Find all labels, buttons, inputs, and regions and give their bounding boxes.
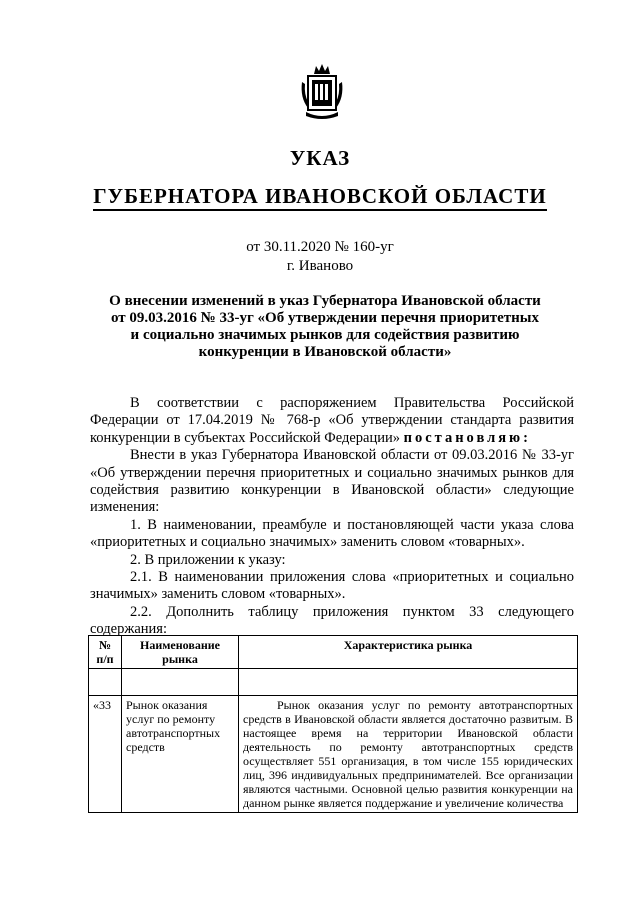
subject-line: конкуренции в Ивановской области» bbox=[198, 344, 452, 360]
empty-cell bbox=[239, 669, 578, 696]
header-cell-number: № п/п bbox=[89, 636, 122, 669]
document-body bbox=[90, 395, 574, 639]
table-row bbox=[89, 696, 578, 813]
document-subtitle bbox=[0, 184, 640, 209]
row-market-description bbox=[239, 696, 578, 813]
subject-line: и социально значимых рынков для содействия развитию bbox=[130, 327, 520, 343]
paragraph: Внести в указ Губернатора Ивановской области от 09.03.2016 № 33-уг «Об утверждении перечня приоритетных и социально значимых рынков для содействия развитию конкуренции в Ивановской области» следующие изменения: bbox=[90, 447, 574, 516]
document-subject bbox=[90, 293, 560, 361]
paragraph-text: В соответствии с распоряжением Правительства Российской Федерации от 17.04.2019 № 768-р «Об утверждении стандарта развития конкуренции в субъектах Российской Федерации» bbox=[90, 395, 574, 446]
paragraph bbox=[90, 395, 574, 447]
document-title: УКАЗ bbox=[289, 146, 351, 170]
paragraph: 2.1. В наименовании приложения слова «приоритетных и социально значимых» заменить словом «товарных». bbox=[90, 569, 574, 603]
empty-cell bbox=[89, 669, 122, 696]
market-table bbox=[88, 635, 578, 813]
decree-word: постановляю: bbox=[403, 429, 531, 446]
city-line: г. Иваново bbox=[286, 258, 354, 274]
paragraph: 2.2. Дополнить таблицу приложения пунктом 33 следующего содержания: bbox=[90, 603, 574, 638]
date-line: от 30.11.2020 № 160-уг bbox=[246, 239, 394, 255]
subject-line: от 09.03.2016 № 33-уг «Об утверждении перечня приоритетных bbox=[111, 310, 539, 326]
paragraph: 1. В наименовании, преамбуле и постановляющей части указа слова «приоритетных и социально значимых» заменить словом «товарных». bbox=[90, 516, 574, 551]
subject-line: О внесении изменений в указ Губернатора Ивановской области bbox=[109, 293, 541, 309]
table-spacer-row bbox=[89, 669, 578, 696]
row-market-name: Рынок оказания услуг по ремонту автотранспортных средств bbox=[122, 696, 239, 813]
paragraph: 2. В приложении к указу: bbox=[130, 551, 286, 568]
row-number: «33 bbox=[89, 696, 122, 813]
description-text: Рынок оказания услуг по ремонту автотранспортных средств в Ивановской области является достаточно развитым. В настоящее время на территории Ивановской области деятельность по ремонту автотранспортных средств осуществляет 551 организация, в том числе 155 юридических лиц, 396 индивидуальных предпринимателей. Все организации являются частными. Основной целью развития конкуренции на данном рынке является поддержание и увеличение количества bbox=[243, 698, 573, 810]
table-header-row bbox=[89, 636, 578, 669]
coat-of-arms-emblem bbox=[300, 62, 344, 122]
header-cell-name: Наименование рынка bbox=[122, 636, 239, 669]
empty-cell bbox=[122, 669, 239, 696]
issuer-name: ГУБЕРНАТОРА ИВАНОВСКОЙ ОБЛАСТИ bbox=[93, 184, 546, 211]
date-block bbox=[0, 238, 640, 276]
header-cell-description: Характеристика рынка bbox=[239, 636, 578, 669]
